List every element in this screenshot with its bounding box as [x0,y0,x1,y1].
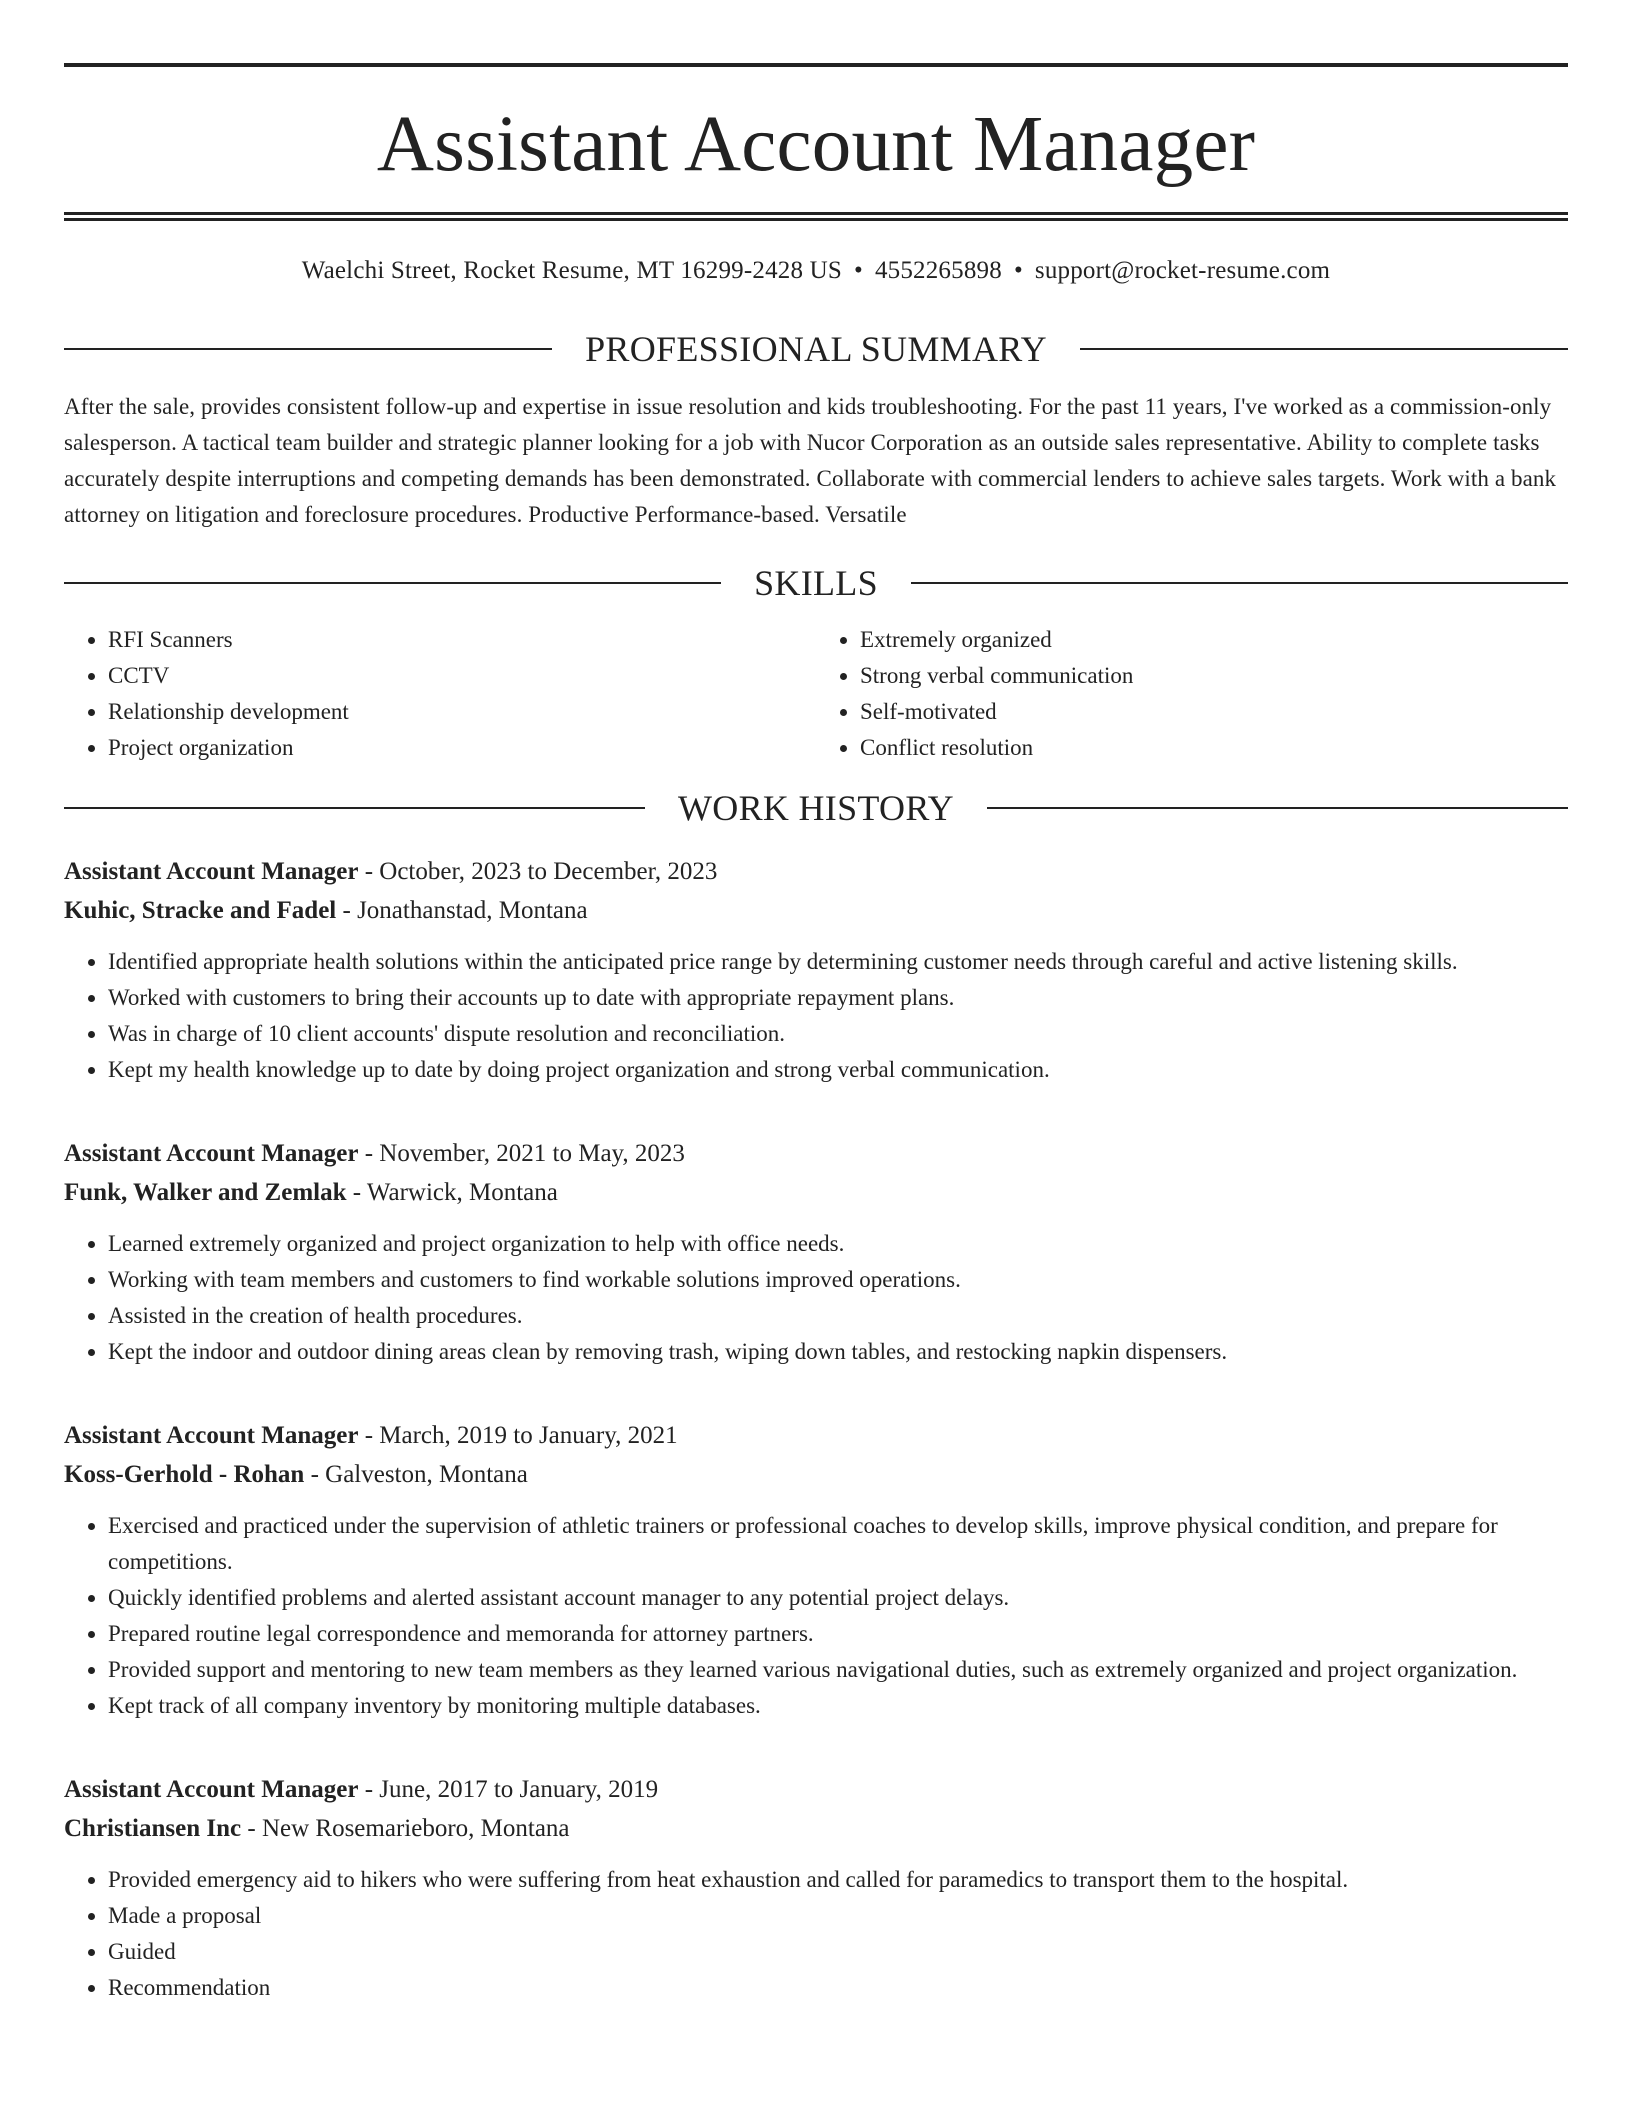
skill-item: • RFI Scanners [108,622,816,658]
job-location: - New Rosemarieboro, Montana [241,1815,570,1842]
skills-heading [64,561,1568,605]
job-company: Christiansen Inc [64,1815,242,1842]
job-entry [64,1416,1568,1724]
job-title-line [64,1416,1568,1455]
contact-separator: • [853,257,863,284]
job-bullets [64,1862,1568,2006]
contact-line [64,255,1568,287]
job-title-line [64,1134,1568,1173]
job-title-line [64,852,1568,891]
job-title: Assistant Account Manager [64,858,359,885]
skills-column-right [816,622,1568,766]
job-title: Assistant Account Manager [64,1140,359,1167]
job-dates: - October, 2023 to December, 2023 [358,858,718,885]
job-bullet: • Guided [108,1934,1568,1970]
work-heading [64,786,1568,830]
email-text: support@rocket-resume.com [1034,257,1331,284]
heading-rule [1080,348,1568,350]
heading-rule [64,348,552,350]
job-bullets [64,1226,1568,1370]
heading-rule [911,582,1568,584]
job-dates: - November, 2021 to May, 2023 [358,1140,685,1167]
job-entry [64,1134,1568,1370]
phone-text: 4552265898 [874,257,1002,284]
job-company: Kuhic, Stracke and Fadel [64,897,337,924]
skill-item: • Relationship development [108,694,816,730]
job-bullet: • Kept track of all company inventory by monitoring multiple databases. [108,1688,1568,1724]
skill-item: • Self-motivated [860,694,1568,730]
summary-heading [64,327,1568,371]
skills-list [64,622,1568,766]
job-entry [64,852,1568,1088]
job-bullet: • Provided support and mentoring to new team members as they learned various navigational duties, such as extremely organized and project organization. [108,1652,1568,1688]
job-bullet: • Was in charge of 10 client accounts' dispute resolution and reconciliation. [108,1016,1568,1052]
skill-item: • Conflict resolution [860,730,1568,766]
job-entry [64,1770,1568,2006]
job-location: - Galveston, Montana [304,1461,528,1488]
summary-text: After the sale, provides consistent follow-up and expertise in issue resolution and kids troubleshooting. For the past 11 years, I've worked as a commission-only salesperson. A tactical team builder and strategic planner looking for a job with Nucor Corporation as an outside sales representative. Ability to complete tasks accurately despite interruptions and competing demands has been demonstrated. Collaborate with commercial lenders to achieve sales targets. Work with a bank attorney on litigation and foreclosure procedures. Productive Performance-based. Versatile [64,394,1557,527]
job-bullet: • Quickly identified problems and alerted assistant account manager to any potential project delays. [108,1580,1568,1616]
job-bullet: • Kept my health knowledge up to date by doing project organization and strong verbal communication. [108,1052,1568,1088]
job-bullet: • Kept the indoor and outdoor dining areas clean by removing trash, wiping down tables, and restocking napkin dispensers. [108,1334,1568,1370]
summary-heading-label: PROFESSIONAL SUMMARY [585,329,1047,369]
job-bullet: • Identified appropriate health solutions within the anticipated price range by determining customer needs through careful and active listening skills. [108,944,1568,980]
job-bullet: • Recommendation [108,1970,1568,2006]
job-company: Koss-Gerhold - Rohan [64,1461,305,1488]
job-title: Assistant Account Manager [64,1776,359,1803]
job-dates: - March, 2019 to January, 2021 [358,1422,678,1449]
address-text: Waelchi Street, Rocket Resume, MT 16299-2428 US [301,257,842,284]
job-bullets [64,1508,1568,1724]
skills-heading-label: SKILLS [754,563,878,603]
skill-item: • Strong verbal communication [860,658,1568,694]
heading-rule [64,807,645,809]
heading-rule [64,582,721,584]
job-bullet: • Assisted in the creation of health procedures. [108,1298,1568,1334]
job-company-line [64,1455,1568,1494]
skill-item: • CCTV [108,658,816,694]
job-location: - Warwick, Montana [346,1179,558,1206]
job-company-line [64,1809,1568,1848]
skills-column-left [64,622,816,766]
job-company-line [64,891,1568,930]
resume-title: Assistant Account Manager [376,101,1256,188]
contact-separator: • [1013,257,1023,284]
job-dates: - June, 2017 to January, 2019 [358,1776,659,1803]
job-bullet: • Learned extremely organized and project organization to help with office needs. [108,1226,1568,1262]
job-company-line [64,1173,1568,1212]
header-double-rule [64,212,1568,221]
job-bullet: • Worked with customers to bring their accounts up to date with appropriate repayment plans. [108,980,1568,1016]
skill-item: • Extremely organized [860,622,1568,658]
job-location: - Jonathanstad, Montana [336,897,588,924]
skill-item: • Project organization [108,730,816,766]
job-bullet: • Working with team members and customers to find workable solutions improved operations. [108,1262,1568,1298]
job-bullet: • Made a proposal [108,1898,1568,1934]
work-heading-label: WORK HISTORY [678,788,954,828]
job-bullets [64,944,1568,1088]
heading-rule [987,807,1568,809]
job-title-line [64,1770,1568,1809]
job-title: Assistant Account Manager [64,1422,359,1449]
job-company: Funk, Walker and Zemlak [64,1179,347,1206]
job-bullet: • Provided emergency aid to hikers who were suffering from heat exhaustion and called for paramedics to transport them to the hospital. [108,1862,1568,1898]
job-bullet: • Exercised and practiced under the supervision of athletic trainers or professional coaches to develop skills, improve physical condition, and prepare for competitions. [108,1508,1568,1580]
job-bullet: • Prepared routine legal correspondence and memoranda for attorney partners. [108,1616,1568,1652]
header-top-rule [64,63,1568,67]
